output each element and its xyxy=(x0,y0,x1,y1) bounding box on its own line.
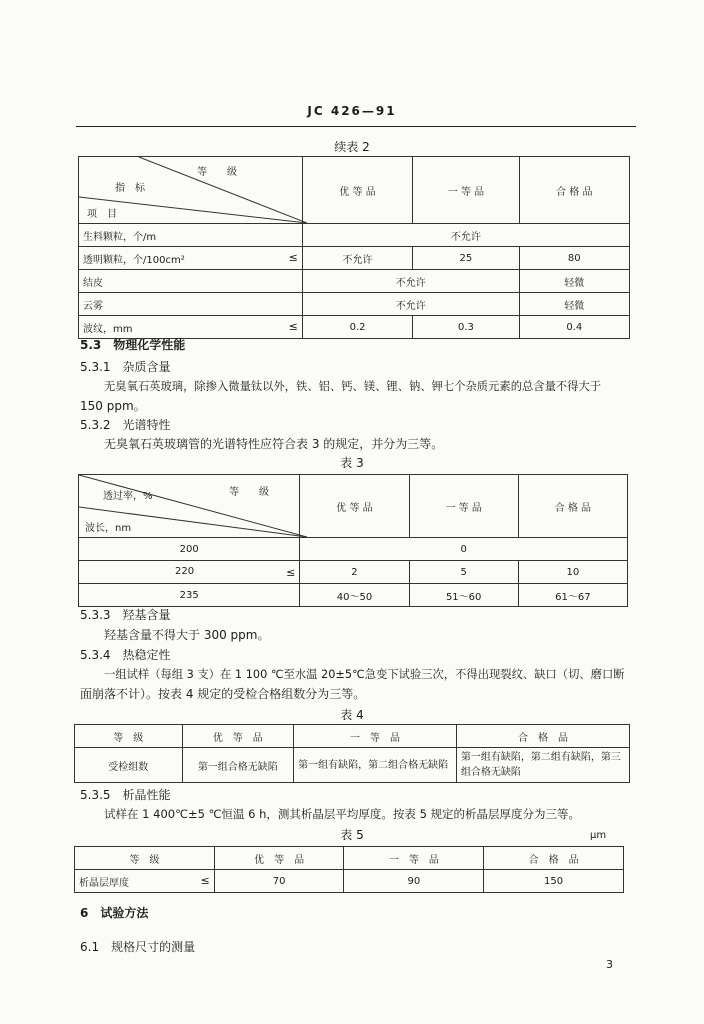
table3-row-label: 200 xyxy=(79,538,300,561)
table5-row-label: 析晶层厚度 xyxy=(79,877,129,889)
table4-head: 优 等 品 xyxy=(182,725,294,748)
table5-cell: 90 xyxy=(344,870,484,893)
table4-cell: 第一组合格无缺陷 xyxy=(182,748,294,783)
table3-corner-cell xyxy=(79,475,300,538)
table2-col-superior: 优 等 品 xyxy=(302,157,412,224)
section-5-3-5-heading: 5.3.5 析晶性能 xyxy=(80,788,171,802)
table5-caption: 表 5 xyxy=(340,828,364,842)
table3-cell: 40～50 xyxy=(300,584,409,607)
table2-cell: 不允许 xyxy=(302,293,519,316)
section-5-3-1-heading: 5.3.1 杂质含量 xyxy=(80,360,171,374)
table4-head: 等 级 xyxy=(75,725,183,748)
table5-head: 合 格 品 xyxy=(484,847,624,870)
le-symbol: ≤ xyxy=(200,873,210,887)
table2-cell: 0.3 xyxy=(413,316,519,339)
table-row xyxy=(79,538,628,561)
table2-corner-index: 指 标 xyxy=(115,183,145,194)
section-5-3-3-heading: 5.3.3 羟基含量 xyxy=(80,608,171,622)
section-5-3-1-paragraph-cont: 150 ppm。 xyxy=(80,399,146,413)
table3-corner-transmittance: 透过率，% xyxy=(103,491,153,502)
section-6-1-heading: 6.1 规格尺寸的测量 xyxy=(80,940,196,954)
section-5-3-4-heading: 5.3.4 热稳定性 xyxy=(80,648,171,662)
table3-corner-wavelength: 波长，nm xyxy=(85,523,132,534)
table2-corner-cell xyxy=(79,157,303,224)
table3-cell: 10 xyxy=(518,561,627,584)
section-5-3-2-heading: 5.3.2 光谱特性 xyxy=(80,418,171,432)
table-row xyxy=(79,270,630,293)
table4-head: 合 格 品 xyxy=(456,725,629,748)
table2-row-label: 波纹，mm xyxy=(83,323,133,335)
table2-corner-grade: 等 级 xyxy=(197,167,237,178)
table3-cell: 5 xyxy=(409,561,518,584)
section-5-3-heading: 5.3 物理化学性能 xyxy=(80,338,186,352)
table5-unit: μm xyxy=(590,830,607,841)
table2-row-label: 透明颗粒，个/100cm² xyxy=(83,254,185,266)
section-6-heading: 6 试验方法 xyxy=(80,906,149,920)
table-row xyxy=(79,561,628,584)
table5 xyxy=(74,846,624,893)
table3-col-first: 一 等 品 xyxy=(409,475,518,538)
table2-caption: 续表 2 xyxy=(334,140,370,154)
standard-code-header: JC 426—91 xyxy=(307,104,397,118)
table4-cell: 第一组有缺陷，第二组有缺陷，第三组合格无缺陷 xyxy=(456,748,629,783)
section-5-3-5-paragraph: 试样在 1 400℃±5 ℃恒温 6 h，测其析晶层平均厚度。按表 5 规定的析晶层厚度分为三等。 xyxy=(104,807,581,821)
table2-cell: 25 xyxy=(413,247,519,270)
table2-cell: 80 xyxy=(519,247,629,270)
page-number: 3 xyxy=(606,958,613,971)
section-5-3-4-paragraph: 一组试样（每组 3 支）在 1 100 ℃至水温 20±5℃急变下试验三次，不得出现裂纹、缺口（切、磨口断 xyxy=(104,668,625,681)
table2-row-label-cell xyxy=(79,247,303,270)
table-row xyxy=(75,748,630,783)
le-symbol: ≤ xyxy=(288,250,298,264)
table2-corner-item: 项 目 xyxy=(87,209,117,220)
table3-corner-grade: 等 级 xyxy=(229,487,269,498)
table4-cell: 第一组有缺陷，第二组合格无缺陷 xyxy=(294,748,457,783)
le-symbol: ≤ xyxy=(286,565,296,579)
le-symbol: ≤ xyxy=(288,319,298,333)
table-row xyxy=(75,847,624,870)
table2-cell: 轻微 xyxy=(519,293,629,316)
table-row xyxy=(75,870,624,893)
table3-col-qualified: 合 格 品 xyxy=(518,475,627,538)
table4-caption: 表 4 xyxy=(340,708,364,722)
header-rule xyxy=(76,126,636,127)
table2-cell: 0.2 xyxy=(302,316,412,339)
table2-cell: 不允许 xyxy=(302,247,412,270)
table2-col-first: 一 等 品 xyxy=(413,157,519,224)
table2 xyxy=(78,156,630,339)
table3 xyxy=(78,474,628,607)
section-5-3-2-paragraph: 无臭氧石英玻璃管的光谱特性应符合表 3 的规定，并分为三等。 xyxy=(104,437,444,451)
table-row xyxy=(75,725,630,748)
table2-col-qualified: 合 格 品 xyxy=(519,157,629,224)
table3-cell: 61～67 xyxy=(518,584,627,607)
table2-row-label: 云雾 xyxy=(79,293,303,316)
table3-cell: 2 xyxy=(300,561,409,584)
table3-cell: 51～60 xyxy=(409,584,518,607)
table3-row-label: 235 xyxy=(79,584,300,607)
table-row xyxy=(79,293,630,316)
table5-cell: 70 xyxy=(214,870,344,893)
table5-head: 一 等 品 xyxy=(344,847,484,870)
table2-cell: 轻微 xyxy=(519,270,629,293)
table5-head: 优 等 品 xyxy=(214,847,344,870)
table3-col-superior: 优 等 品 xyxy=(300,475,409,538)
section-5-3-3-paragraph: 羟基含量不得大于 300 ppm。 xyxy=(104,628,270,642)
table5-cell: 150 xyxy=(484,870,624,893)
table3-row-label-cell xyxy=(79,561,300,584)
table3-caption: 表 3 xyxy=(340,456,364,470)
table-row xyxy=(79,224,630,247)
table4-head: 一 等 品 xyxy=(294,725,457,748)
table2-row-label: 结皮 xyxy=(79,270,303,293)
table4-row-label: 受检组数 xyxy=(75,748,183,783)
section-5-3-4-paragraph-cont: 面崩落不计）。按表 4 规定的受检合格组数分为三等。 xyxy=(80,687,366,701)
table3-cell: 0 xyxy=(300,538,628,561)
section-5-3-1-paragraph: 无臭氧石英玻璃，除掺入微量钛以外，铁、铝、钙、镁、锂、钠、钾七个杂质元素的总含量不得大于 xyxy=(104,380,602,393)
table5-row-label-cell xyxy=(75,870,215,893)
table2-cell: 0.4 xyxy=(519,316,629,339)
table2-cell: 不允许 xyxy=(302,224,629,247)
table5-head: 等 级 xyxy=(75,847,215,870)
table3-row-label: 220 xyxy=(175,565,195,577)
table4 xyxy=(74,724,630,783)
table-row xyxy=(79,584,628,607)
table2-row-label: 生料颗粒，个/m xyxy=(79,224,303,247)
table-row xyxy=(79,247,630,270)
table2-cell: 不允许 xyxy=(302,270,519,293)
